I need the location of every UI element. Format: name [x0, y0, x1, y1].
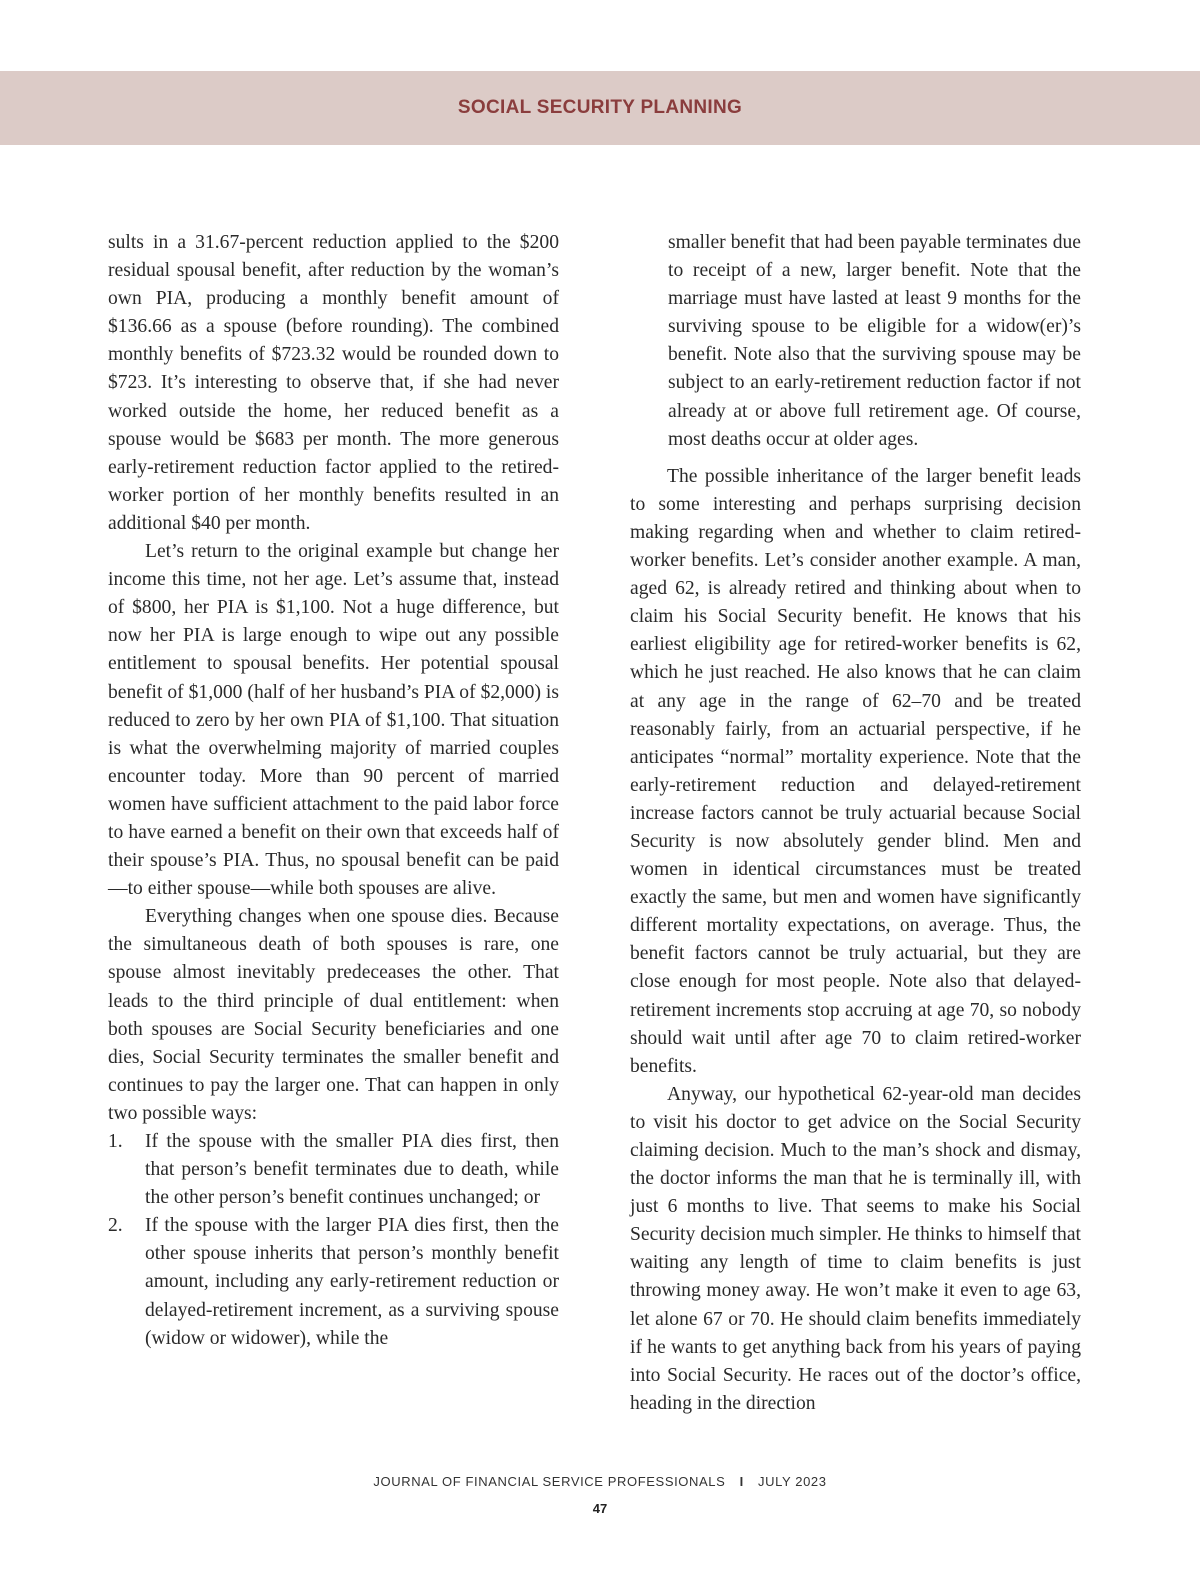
- issue-date: JULY 2023: [758, 1474, 827, 1489]
- list-item-text: If the spouse with the smaller PIA dies first, then that person’s benefit terminates due to death, while the other person’s benefit continues unchanged; or: [145, 1131, 559, 1209]
- right-paragraph-2: The possible inheritance of the larger benefit leads to some interesting and perhaps surprising decision making regarding when and whether to claim retired-worker benefits. Let’s consider another example. A man, aged 62, is already retired and thinking about when to claim his Social Security benefit. He knows that his earliest eligibility age for retired-worker benefits is 62, which he just reached. He also knows that he can claim at any age in the range of 62–70 and be treated reasonably fairly, from an actuarial perspective, if he anticipates “normal” mortality experience. Note that the early-retirement reduction and delayed-retirement increase factors cannot be truly actuarial because Social Security is now absolutely gender blind. Men and women in identical circumstances must be treated exactly the same, but men and women have significantly different mortality expectations, on average. Thus, the benefit factors cannot be truly actuarial, but they are close enough for most people. Note also that delayed-retirement increments stop accruing at age 70, so nobody should wait until after age 70 to claim retired-worker benefits.: [630, 465, 1081, 1077]
- right-paragraph-3: Anyway, our hypothetical 62-year-old man decides to visit his doctor to get advice on the Social Security claiming decision. Much to the man’s shock and dismay, the doctor informs the man that he is terminally ill, with just 6 months to live. That seems to make his Social Security decision much simpler. He thinks to himself that waiting any length of time to claim benefits is just throwing money away. He won’t make it even to age 63, let alone 67 or 70. He should claim benefits immediately if he wants to get anything back from his years of paying into Social Security. He races out of the doctor’s office, heading in the direction: [630, 1083, 1081, 1414]
- list-item-number: 2.: [108, 1215, 123, 1237]
- right-column: [630, 229, 1081, 1418]
- dual-entitlement-list: [108, 1128, 559, 1353]
- journal-name: JOURNAL OF FINANCIAL SERVICE PROFESSIONALS: [373, 1474, 726, 1489]
- left-paragraph-3: Everything changes when one spouse dies. Because the simultaneous death of both spouses is rare, one spouse almost inevitably predeceases the other. That leads to the third principle of dual entitlement: when both spouses are Social Security beneficiaries and one dies, Social Security terminates the smaller benefit and continues to pay the larger one. That can happen in only two possible ways:: [108, 906, 559, 1124]
- page-footer: [0, 1474, 1200, 1489]
- list-item: [108, 1128, 559, 1212]
- section-title: SOCIAL SECURITY PLANNING: [457, 97, 743, 118]
- left-paragraph-1: sults in a 31.67-percent reduction applied to the $200 residual spousal benefit, after reduction by the woman’s own PIA, producing a monthly benefit amount of $136.66 as a spouse (before rounding). The combined monthly benefits of $723.32 would be rounded down to $723. It’s interesting to observe that, if she had never worked outside the home, her reduced benefit as a spouse would be $683 per month. The more generous early-retirement reduction factor applied to the retired-worker portion of her monthly benefits resulted in an additional $40 per month.: [108, 232, 559, 534]
- list-item-number: 1.: [108, 1131, 123, 1152]
- section-header-band: [0, 71, 1200, 145]
- list-item: [108, 1212, 559, 1352]
- left-column: [108, 229, 559, 1353]
- page-number: 47: [592, 1501, 608, 1516]
- right-paragraph-1: smaller benefit that had been payable terminates due to receipt of a new, larger benefit. Note that the marriage must have lasted at least 9 months for the surviving spouse to be eligible for a widow(er)’s benefit. Note also that the surviving spouse may be subject to an early-retirement reduction factor if not already at or above full retirement age. Of course, most deaths occur at older ages.: [668, 232, 1081, 450]
- list-item-text: If the spouse with the larger PIA dies first, then the other spouse inherits that person’s monthly benefit amount, including any early-retirement reduction or delayed-retirement increment, as a surviving spouse (widow or widower), while the: [145, 1215, 559, 1349]
- footer-separator: I: [739, 1474, 744, 1489]
- left-paragraph-2: Let’s return to the original example but change her income this time, not her age. Let’s assume that, instead of $800, her PIA is $1,100. Not a huge difference, but now her PIA is large enough to wipe out any possible entitlement to spousal benefits. Her potential spousal benefit of $1,000 (half of her husband’s PIA of $2,000) is reduced to zero by her own PIA of $1,100. That situation is what the overwhelming majority of married couples encounter today. More than 90 percent of married women have sufficient attachment to the paid labor force to have earned a benefit on their own that exceeds half of their spouse’s PIA. Thus, no spousal benefit can be paid—to either spouse—while both spouses are alive.: [108, 541, 559, 900]
